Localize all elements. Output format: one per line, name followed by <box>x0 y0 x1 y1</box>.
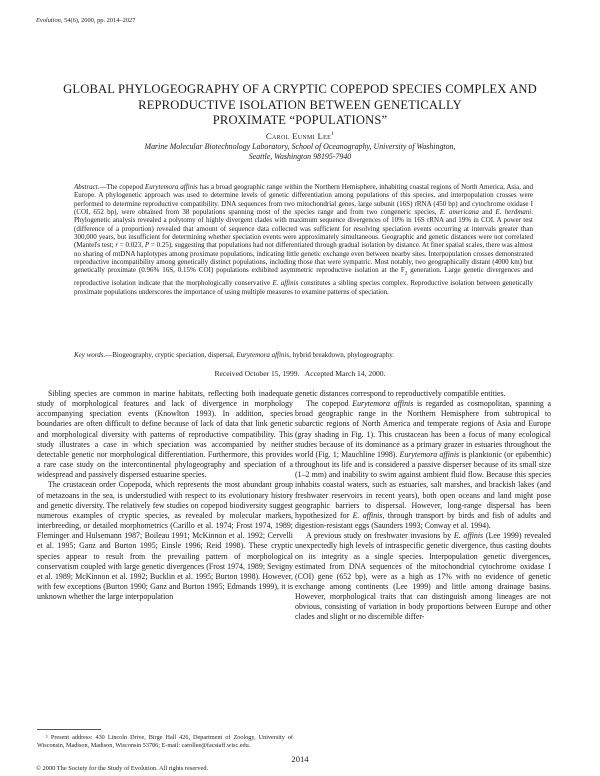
keywords-text: , hybrid breakdown, phylogeography. <box>289 351 395 359</box>
species-name: E. americana <box>439 208 479 217</box>
body-text: (Lee 1999) revealed unexpectedly high levels of intraspecific genetic divergence, thus casting doubts on its integrity as a single species. Interpopulation genetic divergences, estimated from DNA sequences of the mitochondrial cytochrome oxidase I (COI) gene (652 bp), were as a high as 17% with no evidence of genetic exchange among continents (Lee 1999) and little among drainage basins. However, morphological traits that can distinguish among lineages are not obvious, consisting of variation in body proportions between Europe and other clades and slight or no discernible differ- <box>295 531 551 622</box>
abstract-text: generation. Large genetic divergences and reproductive isolation indicate that the morphologically conservative <box>74 266 533 288</box>
abstract-text: —The copepod <box>99 183 145 191</box>
affiliation-line-2: Seattle, Washington 98195-7940 <box>248 152 352 162</box>
keywords-text: —Biogeography, cryptic speciation, dispersal, <box>105 351 237 359</box>
page-number: 2014 <box>291 754 309 764</box>
body-text: , through transport by birds and fish of adults and digestion-resistant eggs (Saunders 1993; Conway et al. 1994). <box>295 510 551 531</box>
received-accepted-dates: Received October 15, 1999. Accepted March 14, 2000. <box>214 369 386 378</box>
footnote: ¹ Present address: 430 Lincoln Drive, Birge Hall 426, Department of Zoology, University of Wisconsin, Madison, Madison, Wisconsin 53706; E-mail: carollee@facstaff.wisc.edu. <box>37 734 293 749</box>
abstract-text: = 0.023, <box>118 241 145 250</box>
author-line <box>40 131 560 141</box>
keywords <box>74 351 533 360</box>
body-paragraph: The crustacean order Copepoda, which represents the most abundant group of metazoans in the sea, is understudied with respect to its evolutionary history and genetic diversity. The relatively few studies on copepod biodiversity suggest numerous examples of cryptic species, as revealed by molecular markers, interbreeding, or detailed morphometrics (Carillo et al. 1974; Frost 1974, 1989; Fleminger and Hulsemann 1987; Boileau 1991; McKinnon et al. 1992; Cervelli et al. 1995; Ganz and Burton 1995; Einsle 1996; Reid 1998). These cryptic species appear to result from the prevailing pattern of morphological conservatism coupled with large genetic divergences (Frost 1974, 1989; Sevigny et al. 1989; McKinnon et al. 1992; Bucklin et al. 1995; Burton 1998). However, with few exceptions (Burton 1990; Ganz and Burton 1995; Edmands 1999), it is unknown whether the large interpopulation <box>37 480 293 602</box>
species-name: Eurytemora affinis <box>352 399 414 409</box>
species-name: Eurytemora affinis <box>236 351 290 359</box>
author-footnote-mark[interactable]: 1 <box>331 131 335 138</box>
species-name: E. affinis <box>453 531 484 541</box>
journal-citation <box>36 17 135 24</box>
body-column-right <box>295 389 551 623</box>
author-name: Carol Eunmi Lee <box>265 131 332 141</box>
affiliation-line-1: Marine Molecular Biotechnology Laboratory, School of Oceanography, University of Washington, <box>144 142 456 151</box>
abstract-text: . Phylogenetic analysis revealed a polytomy of highly divergent clades with maximum sequence divergences of 10% in 16S rRNA and 19% in COI. A power test (difference of a proportion) revealed that amount of sequence data collected was sufficient for resolving speciation events occurring at intervals greater than 300,000 years, but insufficient for determining whether speciation events were approximately simultaneous. Geographic and genetic distances were not correlated (Mantel's test; <box>74 208 534 250</box>
body-text: is regarded as cosmopolitan, spanning a broad geographic range in the Northern Hemisphere from subtropical to subarctic regions of North America and temperate regions of Asia and Europe (gray shading in Fig. 1). This crustacean has been a focus of many ecological studies because of its dominance as a primary grazer in estuaries throughout the world (Fig. 1; Mauchline 1998). <box>295 399 551 459</box>
subscript: 2 <box>404 271 408 277</box>
stat-symbol: P <box>144 241 150 250</box>
abstract-text: and <box>478 208 496 217</box>
abstract <box>74 183 533 296</box>
article-title <box>40 82 560 129</box>
abstract-text: has a broad geographic range within the Northern Hemisphere, inhabiting coastal regions of North America, Asia, and Europe. A phylogenetic approach was used to determine levels of genetic differentiation among populations of this species, and interpopulation crosses were performed to determine reproductive compatibility. DNA sequences from two mitochondrial genes, large subunit (16S) rRNA (450 bp) and cytochrome oxidase I (COI, 652 bp), were obtained from 38 populations spanning most of the species range and from two congeneric species, <box>74 183 533 217</box>
keywords-label: Key words. <box>74 351 106 359</box>
stat-symbol: r <box>115 241 119 250</box>
species-name: E. affinis <box>272 279 299 288</box>
body-text: A previous study on freshwater invasions by <box>306 531 454 541</box>
abstract-text: = 0.25), suggesting that populations had not differentiated through gradual isolation by distance. At finer spatial scales, there was almost no sharing of mtDNA haplotypes among proximate populations, indicating little genetic exchange even between nearby sites. Interpopulation crosses demonstrated reproductive incompatibility among genetically distinct populations, including those that were sympatric. Most notably, two geographically distant (4000 km) but genetically proximate (0.96% 16S, 0.15% COI) populations exhibited asymmetric reproductive isolation at the F <box>74 241 533 275</box>
title-line-3: PROXIMATE “POPULATIONS” <box>212 113 388 127</box>
abstract-text: constitutes a sibling species complex. Reproductive isolation between genetically proximate populations underscores the importance of using multiple measures to examine patterns of speciation. <box>74 279 534 296</box>
copyright-notice: © 2000 The Society for the Study of Evolution. All rights reserved. <box>36 765 209 772</box>
title-line-2: REPRODUCTIVE ISOLATION BETWEEN GENETICALLY <box>138 97 462 112</box>
body-paragraph: Sibling species are common in marine habitats, reflecting both inadequate study of morphological features and lack of divergence in morphology accompanying speciation events (Knowlton 1993). In addition, species boundaries are often difficult to define because of lack of data that link genetic and morphological diversity with patterns of reproductive compatibility. This study illustrates a case in which speciation was accompanied by neither detectable genetic nor morphological differentiation. Furthermore, this provides a rare case study on the intercontinental phylogeography and speciation of a widespread and passively dispersed estuarine species. <box>37 389 293 480</box>
author-affiliation <box>60 142 540 162</box>
abstract-label: Abstract. <box>74 183 100 191</box>
body-text: is planktonic (or epibenthic) throughout its life and is considered a passive disperser because of its small size (1–2 mm) and inability to swim against ambient fluid flow. Because this species inhabits coastal waters, such as estuaries, salt marshes, and brackish lakes (and freshwater reservoirs in recent years), both open oceans and land might pose geographic barriers to dispersal. However, long-range dispersal has been hypothesized for <box>295 449 551 520</box>
journal-volume-pages: 54(6), 2000, pp. 2014–2027 <box>64 17 136 24</box>
species-name: E. affinis <box>352 510 383 520</box>
body-paragraph <box>295 399 551 531</box>
body-text: The copepod <box>306 399 353 409</box>
journal-name: Evolution, <box>36 17 63 24</box>
species-name: E. herdmani <box>495 208 532 217</box>
body-paragraph: genetic distances correspond to reproductively compatible entities. <box>295 389 506 398</box>
species-name: Eurytemora affinis <box>399 449 460 459</box>
body-column-left <box>37 389 293 602</box>
footnote-divider <box>37 729 101 730</box>
title-line-1: GLOBAL PHYLOGEOGRAPHY OF A CRYPTIC COPEPOD SPECIES COMPLEX AND <box>63 82 537 96</box>
species-name: Eurytemora affinis <box>144 183 198 191</box>
body-paragraph <box>295 531 551 622</box>
